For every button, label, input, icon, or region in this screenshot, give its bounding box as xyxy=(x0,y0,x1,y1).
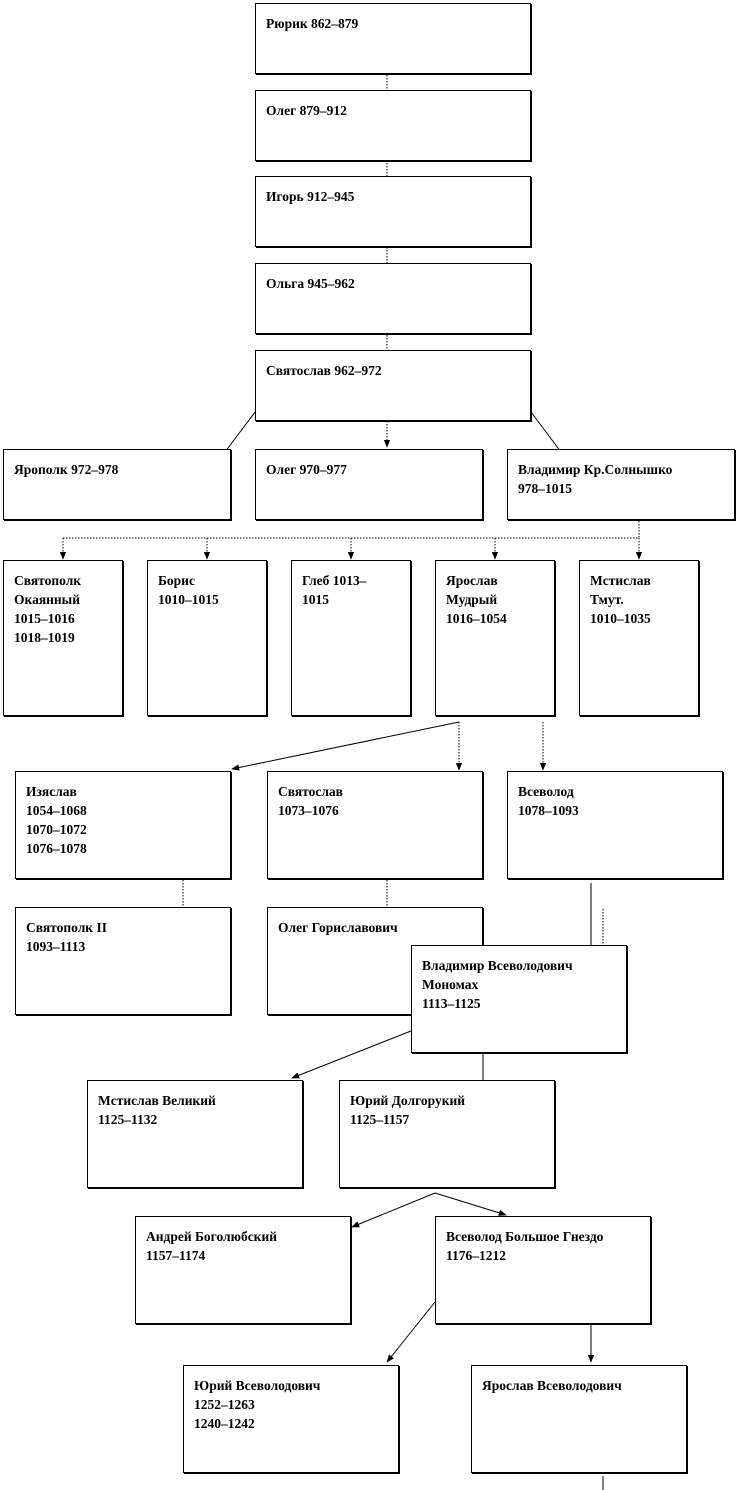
node-yuri-dolgoruky: Юрий Долгорукий 1125–1157 xyxy=(339,1080,555,1188)
arrow-yuri-andrei xyxy=(352,1193,435,1227)
node-vsevolod-1078: Всеволод 1078–1093 xyxy=(507,771,723,879)
node-yaroslav-vsevolodovich: Ярослав Всеволодович xyxy=(471,1365,687,1473)
node-gleb: Глеб 1013– 1015 xyxy=(291,560,411,716)
node-oleg-970: Олег 970–977 xyxy=(255,449,483,520)
arrow-yuri-vsevolod xyxy=(435,1193,506,1215)
node-oleg-879: Олег 879–912 xyxy=(255,90,531,161)
node-izyaslav: Изяслав 1054–1068 1070–1072 1076–1078 xyxy=(15,771,231,879)
arrow-yaroslav-izyaslav xyxy=(232,722,459,769)
node-svyatoslav-962: Святослав 962–972 xyxy=(255,350,531,421)
node-vsevolod-bolshoe-gnezdo: Всеволод Большое Гнездо 1176–1212 xyxy=(435,1216,651,1324)
node-yaropolk: Ярополк 972–978 xyxy=(3,449,231,520)
node-mstislav-tmut: Мстислав Тмут. 1010–1035 xyxy=(579,560,699,716)
node-andrei-bogolyubsky: Андрей Боголюбский 1157–1174 xyxy=(135,1216,351,1324)
node-oleg-gorislavovich: Олег Гориславович xyxy=(267,907,483,1015)
node-svyatoslav-1073: Святослав 1073–1076 xyxy=(267,771,483,879)
node-vladimir-monomakh: Владимир Всеволодович Мономах 1113–1125 xyxy=(411,945,627,1053)
node-svyatopolk-okayanny: Святополк Окаянный 1015–1016 1018–1019 xyxy=(3,560,123,716)
node-svyatopolk-ii: Святополк II 1093–1113 xyxy=(15,907,231,1015)
node-vladimir-krasno-solnyshko: Владимир Кр.Солнышко 978–1015 xyxy=(507,449,735,520)
node-rurik: Рюрик 862–879 xyxy=(255,3,531,74)
node-igor: Игорь 912–945 xyxy=(255,176,531,247)
node-olga: Ольга 945–962 xyxy=(255,263,531,334)
arrow-vsevolod-yuri2 xyxy=(387,1302,435,1362)
arrow-monomakh-mstislav xyxy=(292,1031,411,1078)
node-yuri-vsevolodovich: Юрий Всеволодович 1252–1263 1240–1242 xyxy=(183,1365,399,1473)
node-boris: Борис 1010–1015 xyxy=(147,560,267,716)
node-mstislav-veliky: Мстислав Великий 1125–1132 xyxy=(87,1080,303,1188)
node-yaroslav-mudry: Ярослав Мудрый 1016–1054 xyxy=(435,560,555,716)
